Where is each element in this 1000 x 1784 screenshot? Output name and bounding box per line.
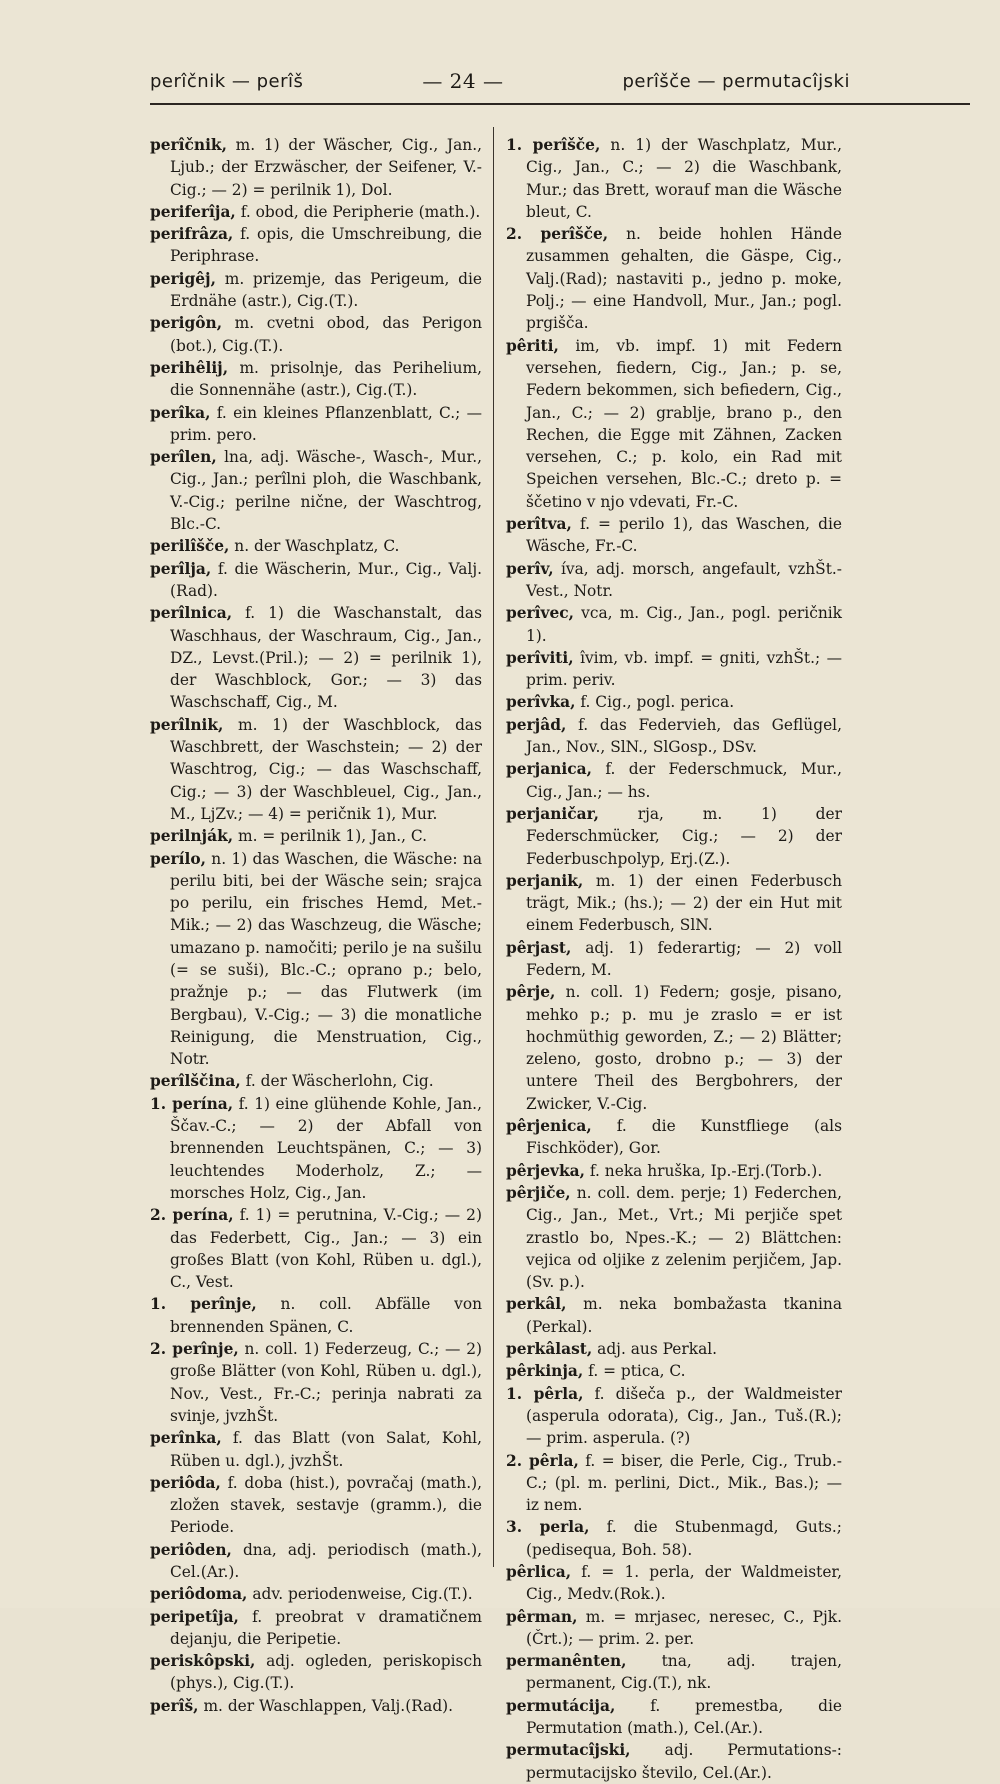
entry-definition: f. der Federschmuck, Mur., Cig., Jan.; — hs. (526, 760, 842, 801)
entry-headword: perîka, (150, 403, 211, 422)
dictionary-entry (150, 446, 482, 535)
dictionary-entry (506, 602, 842, 647)
right-column (506, 134, 842, 1784)
entry-headword: pêrlica, (506, 1563, 572, 1581)
entry-headword: perigêj, (150, 269, 216, 288)
dictionary-entry (506, 1450, 842, 1517)
entry-definition: f. 1) die Waschanstalt, das Waschhaus, der Waschraum, Cig., Jan., DZ., Levst.(Pril.); — 2) = perilnik 1), der Waschblock, Gor.; — 3) das Waschschaff, Cig., M. (170, 604, 482, 712)
entry-headword: perîš, (150, 1696, 199, 1715)
entry-definition: n. coll. 1) Federzeug, C.; — 2) große Blätter (von Kohl, Rüben u. dgl.), Nov., Vest., Fr.-C.; perinja nabrati za svinje, jvzhŠt. (170, 1340, 482, 1425)
dictionary-entry (506, 1115, 842, 1160)
entry-headword: peripetîja, (150, 1607, 239, 1626)
entry-headword: perîv, (506, 559, 554, 578)
entry-definition: m. = perilnik 1), Jan., C. (238, 827, 428, 846)
dictionary-entry (150, 201, 482, 223)
entry-definition: f. dišeča p., der Waldmeister (asperula odorata), Cig., Jan., Tuš.(R.); — prim. asperula. (?) (526, 1384, 842, 1448)
entry-headword: periferîja, (150, 202, 236, 221)
entry-headword: 1. pêrla, (506, 1384, 584, 1403)
entry-definition: f. ein kleines Pflanzenblatt, C.; — prim. pero. (170, 403, 482, 444)
entry-definition: m. der Waschlappen, Valj.(Rad). (203, 1696, 454, 1715)
entry-headword: pêrjenica, (506, 1117, 592, 1136)
dictionary-entry (150, 1338, 482, 1427)
entry-definition: adj. aus Perkal. (597, 1340, 718, 1359)
dictionary-entry (150, 1204, 482, 1293)
entry-definition: m. = mrjasec, neresec, C., Pjk.(Črt.); — prim. 2. per. (526, 1607, 842, 1648)
dictionary-entry (150, 1583, 482, 1605)
entry-headword: perigôn, (150, 314, 223, 333)
dictionary-entry (506, 513, 842, 558)
entry-headword: pêrje, (506, 983, 556, 1002)
entry-definition: f. = biser, die Perle, Cig., Trub.-C.; (pl. m. perlini, Dict., Mik., Bas.); — iz nem. (526, 1451, 842, 1515)
entry-definition: f. doba (hist.), povračaj (math.), zložen stavek, sestavje (gramm.), die Periode. (170, 1473, 482, 1537)
dictionary-entry (150, 402, 482, 447)
dictionary-entry (150, 1427, 482, 1472)
entry-definition: adj. 1) federartig; — 2) voll Federn, M. (526, 938, 842, 979)
entry-definition: im, vb. impf. 1) mit Federn versehen, fiedern, Cig., Jan.; p. se, Federn bekommen, sich befiedern, Cig., Jan., C.; — 2) grablje, brano p., den Rechen, die Egge mit Zähnen, Zacken versehen, C.; p. kolo, ein Rad mit Speichen versehen, Blc.-C.; dreto p. = ščetino v njo vdevati, Fr.-C. (526, 336, 842, 511)
entry-definition: m. neka bombažasta tkanina (Perkal). (526, 1295, 842, 1336)
entry-headword: pêrman, (506, 1607, 578, 1626)
entry-headword: permutácija, (506, 1696, 616, 1715)
dictionary-entry (506, 1516, 842, 1561)
entry-headword: perîlščina, (150, 1072, 241, 1091)
entry-headword: perkâl, (506, 1295, 567, 1314)
dictionary-entry (506, 870, 842, 937)
dictionary-entry (150, 312, 482, 357)
entry-headword: periôden, (150, 1540, 232, 1559)
entry-headword: 2. perînje, (150, 1340, 239, 1359)
entry-definition: f. 1) eine glühende Kohle, Jan., Ščav.-C.; — 2) der Abfall von brennenden Leuchtspänen, C.; — 3) leuchtendes Moderholz, Z.; — morsches Holz, Cig., Jan. (170, 1094, 482, 1202)
entry-definition: rja, m. 1) der Federschmücker, Cig.; — 2) der Federbuschpolyp, Erj.(Z.). (526, 804, 842, 868)
entry-definition: adv. periodenweise, Cig.(T.). (252, 1585, 473, 1604)
entry-definition: f. neka hruška, Ip.-Erj.(Torb.). (589, 1161, 823, 1180)
entry-definition: m. prizemje, das Perigeum, die Erdnähe (astr.), Cig.(T.). (170, 269, 482, 311)
entry-definition: f. das Blatt (von Salat, Kohl, Rüben u. dgl.), jvzhŠt. (170, 1429, 482, 1470)
entry-definition: f. preobrat v dramatičnem dejanju, die Peripetie. (170, 1607, 482, 1648)
entry-headword: perjanica, (506, 760, 592, 779)
dictionary-entry (506, 714, 842, 759)
dictionary-entry (150, 848, 482, 1071)
entry-headword: perîviti, (506, 648, 574, 667)
entry-definition: m. cvetni obod, das Perigon (bot.), Cig.(T.). (170, 314, 482, 355)
entry-headword: perîvec, (506, 604, 574, 623)
entry-definition: tna, adj. trajen, permanent, Cig.(T.), nk. (526, 1652, 842, 1693)
entry-headword: perîlja, (150, 559, 212, 578)
dictionary-entry (150, 268, 482, 313)
page-number: — 24 — (422, 69, 504, 93)
entry-definition: m. 1) der einen Federbusch trägt, Mik.; (hs.); — 2) der ein Hut mit einem Federbusch, SlN. (526, 871, 842, 935)
dictionary-entry (150, 535, 482, 557)
entry-definition: m. 1) der Wäscher, Cig., Jan., Ljub.; der Erzwäscher, der Seifener, V.-Cig.; — 2) = perilnik 1), Dol. (170, 136, 482, 199)
column-divider (493, 127, 494, 1567)
dictionary-entry (150, 714, 482, 825)
entry-definition: n. 1) der Waschplatz, Mur., Cig., Jan., C.; — 2) die Waschbank, Mur.; das Brett, worauf man die Wäsche bleut, C. (526, 136, 842, 221)
entry-headword: perîlnik, (150, 715, 224, 734)
entry-headword: pêrjiče, (506, 1183, 571, 1202)
entry-definition: f. = 1. perla, der Waldmeister, Cig., Medv.(Rok.). (526, 1563, 842, 1604)
page-header (150, 64, 850, 98)
entry-definition: adj. Permutations-: permutacijsko število, Cel.(Ar.). (526, 1741, 842, 1782)
entry-definition: f. die Stubenmagd, Guts.; (pedisequa, Boh. 58). (526, 1518, 842, 1559)
dictionary-entry (506, 758, 842, 803)
dictionary-entry (506, 1695, 842, 1740)
entry-headword: pêrjast, (506, 938, 572, 957)
dictionary-entry (506, 937, 842, 982)
entry-headword: 2. perína, (150, 1206, 234, 1225)
entry-headword: perjâd, (506, 715, 567, 734)
entry-definition: îvim, vb. impf. = gniti, vzhŠt.; — prim. periv. (526, 648, 842, 690)
dictionary-entry (506, 1338, 842, 1360)
entry-definition: n. beide hohlen Hände zusammen gehalten, die Gäspe, Cig., Valj.(Rad); nastaviti p., jedno p. moke, Polj.; — eine Handvoll, Mur., Jan.; pogl. prgišča. (526, 225, 842, 333)
entry-headword: perîčnik, (150, 136, 227, 154)
entry-headword: permanênten, (506, 1652, 627, 1671)
entry-headword: perihêlij, (150, 358, 229, 377)
entry-definition: f. premestba, die Permutation (math.), Cel.(Ar.). (526, 1696, 842, 1738)
entry-definition: m. prisolnje, das Perihelium, die Sonnennähe (astr.), Cig.(T.). (170, 358, 482, 400)
entry-headword: pêrjevka, (506, 1161, 585, 1180)
entry-headword: 1. perîšče, (506, 136, 601, 154)
entry-headword: 1. perînje, (150, 1295, 257, 1314)
entry-headword: perilnják, (150, 827, 234, 846)
dictionary-entry (506, 647, 842, 692)
entry-definition: n. coll. dem. perje; 1) Federchen, Cig., Jan., Met., Vrt.; Mi perjiče spet zrastlo bo, Npes.-K.; — 2) Blättchen: vejica od oljike z zelenim perjičem, Jap.(Sv. p.). (526, 1183, 842, 1292)
dictionary-entry (506, 223, 842, 334)
entry-definition: f. Cig., pogl. perica. (580, 693, 735, 712)
dictionary-entry (506, 1739, 842, 1784)
entry-headword: pêriti, (506, 336, 559, 355)
dictionary-entry (150, 825, 482, 847)
dictionary-entry (506, 1650, 842, 1695)
entry-headword: perilîšče, (150, 537, 230, 556)
dictionary-entry (150, 558, 482, 603)
entry-definition: íva, adj. morsch, angefault, vzhŠt.-Vest., Notr. (526, 559, 842, 600)
entry-definition: dna, adj. periodisch (math.), Cel.(Ar.). (170, 1540, 482, 1581)
entry-headword: perînka, (150, 1429, 222, 1448)
dictionary-entry (150, 223, 482, 268)
entry-headword: perjanik, (506, 871, 584, 890)
dictionary-entry (150, 357, 482, 402)
entry-definition: f. = ptica, C. (588, 1362, 686, 1381)
dictionary-entry (150, 602, 482, 713)
header-left-guideword: perîčnik — perîš (150, 70, 304, 92)
entry-headword: periôdoma, (150, 1585, 248, 1604)
dictionary-entry (150, 1650, 482, 1695)
entry-definition: f. die Wäscherin, Mur., Cig., Valj.(Rad). (170, 559, 482, 600)
entry-headword: permutacîjski, (506, 1741, 631, 1760)
dictionary-entry (506, 558, 842, 603)
entry-definition: adj. ogleden, periskopisch (phys.), Cig.(T.). (170, 1652, 482, 1693)
dictionary-entry (506, 335, 842, 513)
entry-definition: f. der Wäscherlohn, Cig. (245, 1072, 434, 1091)
entry-headword: pêrkinja, (506, 1362, 584, 1381)
entry-headword: perîlnica, (150, 604, 233, 623)
dictionary-entry (150, 1539, 482, 1584)
dictionary-entry (150, 1070, 482, 1092)
dictionary-entry (506, 981, 842, 1115)
entry-definition: vca, m. Cig., Jan., pogl. peričnik 1). (526, 604, 842, 645)
dictionary-entry (506, 803, 842, 870)
dictionary-entry (506, 1293, 842, 1338)
entry-definition: f. = perilo 1), das Waschen, die Wäsche, Fr.-C. (526, 515, 842, 556)
dictionary-entry (506, 691, 842, 713)
dictionary-entry (506, 1160, 842, 1182)
dictionary-entry (506, 1606, 842, 1651)
dictionary-entry (150, 134, 482, 201)
left-column (150, 134, 482, 1717)
entry-definition: lna, adj. Wäsche-, Wasch-, Mur., Cig., Jan.; perîlni ploh, die Waschbank, V.-Cig.; perilne nične, der Waschtrog, Blc.-C. (170, 448, 482, 534)
entry-definition: f. obod, die Peripherie (math.). (240, 202, 481, 221)
dictionary-entry (150, 1472, 482, 1539)
entry-definition: n. coll. 1) Federn; gosje, pisano, mehko p.; p. mu je zraslo = er ist hochmüthig geworden, Z.; — 2) Blätter; zeleno, gosto, drobno p.; — 3) der untere Theil des Bergbohrers, der Zwicker, V.-Cig. (526, 983, 842, 1113)
entry-definition: n. der Waschplatz, C. (234, 537, 400, 556)
entry-definition: n. 1) das Waschen, die Wäsche: na perilu biti, bei der Wäsche sein; srajca po perilu, ein frisches Hemd, Met.-Mik.; — 2) das Waschzeug, die Wäsche; umazano p. namočiti; perilo je na sušilu (= se suši), Blc.-C.; oprano p.; belo, pražnje p.; — das Flutwerk (im Bergbau), V.-Cig.; — 3) die monatliche Reinigung, die Menstruation, Cig., Notr. (170, 849, 482, 1069)
entry-headword: perjaničar, (506, 804, 599, 823)
entry-definition: n. coll. Abfälle von brennenden Spänen, C. (170, 1295, 482, 1336)
entry-definition: f. das Federvieh, das Geflügel, Jan., Nov., SlN., SlGosp., DSv. (526, 715, 842, 757)
entry-headword: 1. perína, (150, 1094, 234, 1113)
entry-headword: periskôpski, (150, 1652, 256, 1671)
entry-headword: perîvka, (506, 693, 576, 712)
dictionary-entry (150, 1093, 482, 1204)
dictionary-entry (506, 134, 842, 223)
entry-definition: f. opis, die Umschreibung, die Periphrase. (170, 225, 482, 266)
dictionary-entry (150, 1695, 482, 1717)
entry-headword: 2. perîšče, (506, 225, 609, 244)
dictionary-entry (506, 1383, 842, 1450)
dictionary-entry (506, 1360, 842, 1382)
entry-headword: perîlen, (150, 448, 217, 467)
entry-headword: periôda, (150, 1473, 221, 1492)
entry-headword: perílo, (150, 849, 206, 868)
entry-definition: m. 1) der Waschblock, das Waschbrett, der Waschstein; — 2) der Waschtrog, Cig.; — das Waschschaff, Cig.; — 3) der Waschbleuel, Cig., Jan., M., LjZv.; — 4) = peričnik 1), Mur. (170, 715, 482, 823)
header-right-guideword: perîšče — permutacîjski (622, 70, 850, 92)
dictionary-entry (150, 1293, 482, 1338)
entry-definition: f. die Kunstfliege (als Fischköder), Gor. (526, 1117, 842, 1158)
header-rule (150, 103, 970, 105)
entry-headword: 2. pêrla, (506, 1451, 579, 1470)
entry-headword: perîtva, (506, 515, 572, 534)
entry-headword: perifrâza, (150, 225, 234, 244)
dictionary-entry (506, 1561, 842, 1606)
dictionary-entry (506, 1182, 842, 1293)
entry-headword: perkâlast, (506, 1340, 593, 1359)
entry-definition: f. 1) = perutnina, V.-Cig.; — 2) das Federbett, Cig., Jan.; — 3) ein großes Blatt (von Kohl, Rüben u. dgl.), C., Vest. (170, 1206, 482, 1292)
entry-headword: 3. perla, (506, 1518, 590, 1537)
dictionary-entry (150, 1606, 482, 1651)
